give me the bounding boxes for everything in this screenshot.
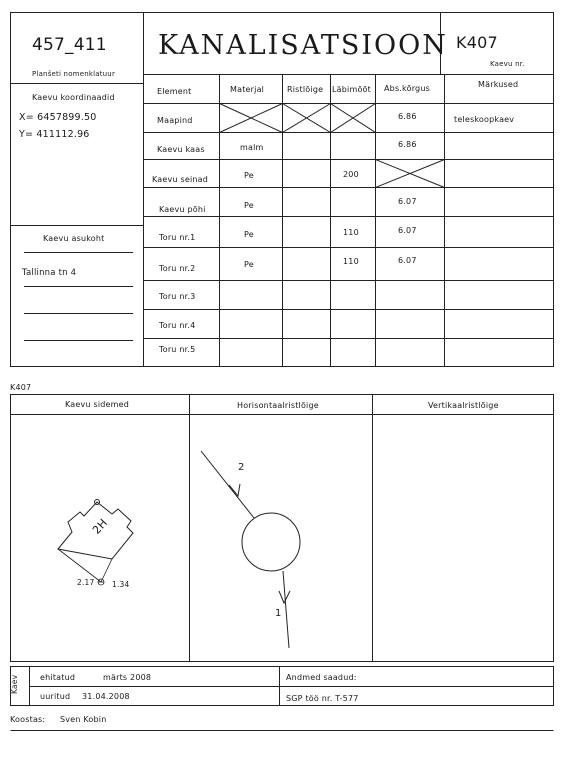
coordinate-y: Y= 411112.96 [19, 129, 90, 140]
table-cell-element: Toru nr.3 [159, 292, 196, 301]
table-cell-material: Pe [244, 201, 254, 210]
table-cell-element: Toru nr.4 [159, 321, 196, 330]
building-label: 2H [90, 516, 111, 537]
source-label: Andmed saadud: [286, 673, 357, 682]
table-cell-element: Kaevu põhi [159, 205, 206, 214]
table-cell-material: Pe [244, 260, 254, 269]
table-cell-material: Pe [244, 230, 254, 239]
surveyed-label: uuritud [40, 692, 71, 701]
drawing-frame-label: K407 [10, 383, 32, 392]
horizontal-section [201, 451, 300, 648]
coordinate-x: X= 6457899.50 [19, 112, 97, 123]
footer-side-label: Kaev [10, 674, 19, 694]
table-cell-note: teleskoopkaev [454, 115, 515, 124]
col-header-element: Element [157, 87, 192, 96]
table-cell-element: Maapind [157, 116, 193, 125]
col-title-vertical: Vertikaalristlõige [428, 401, 499, 410]
col-header-notes: Märkused [478, 80, 519, 89]
table-cell-material: malm [240, 143, 264, 152]
table-cell-element: Toru nr.2 [159, 264, 196, 273]
well-id-label: Kaevu nr. [490, 60, 525, 68]
surveyed-date: 31.04.2008 [82, 692, 130, 701]
sheet-number: 457_411 [32, 35, 107, 55]
well-id: K407 [456, 33, 498, 52]
table-cell-abs: 6.86 [398, 140, 417, 149]
location-label: Kaevu asukoht [43, 234, 105, 243]
table-cell-abs: 6.86 [398, 112, 417, 121]
sheet-label: Planšeti nomenklatuur [32, 70, 116, 78]
table-cell-element: Kaevu kaas [157, 145, 205, 154]
table-cell-abs: 6.07 [398, 256, 417, 265]
page-title: KANALISATSIOON [158, 30, 448, 61]
table-cell-abs: 6.07 [398, 226, 417, 235]
table-cell-diameter: 110 [343, 257, 359, 266]
table-cell-element: Kaevu seinad [152, 175, 209, 184]
compiled-label: Koostas: [10, 715, 46, 724]
table-cell-diameter: 110 [343, 228, 359, 237]
coordinates-label: Kaevu koordinaadid [32, 93, 115, 102]
table-cell-material: Pe [244, 171, 254, 180]
built-date: märts 2008 [103, 673, 152, 682]
col-header-section: Ristlõige [287, 85, 324, 94]
table-cell-abs: 6.07 [398, 197, 417, 206]
col-header-abs: Abs.kõrgus [384, 84, 430, 93]
source-value: SGP töö nr. T-577 [286, 694, 359, 703]
col-header-material: Materjal [230, 85, 265, 94]
col-title-links: Kaevu sidemed [65, 400, 130, 409]
table-cell-element: Toru nr.5 [159, 345, 196, 354]
dimension-right: 1.34 [112, 580, 130, 589]
pipe-out-number: 1 [275, 608, 282, 619]
dimension-left: 2.17 [77, 578, 95, 587]
pipe-in-number: 2 [238, 462, 245, 473]
col-header-diameter: Läbimõõt [332, 85, 371, 94]
location-address: Tallinna tn 4 [22, 268, 77, 278]
col-title-horizontal: Horisontaalristlõige [237, 401, 319, 410]
table-cell-element: Toru nr.1 [159, 233, 196, 242]
built-label: ehitatud [40, 673, 76, 682]
compiled-by: Sven Kobin [60, 715, 107, 724]
table-cell-diameter: 200 [343, 170, 359, 179]
